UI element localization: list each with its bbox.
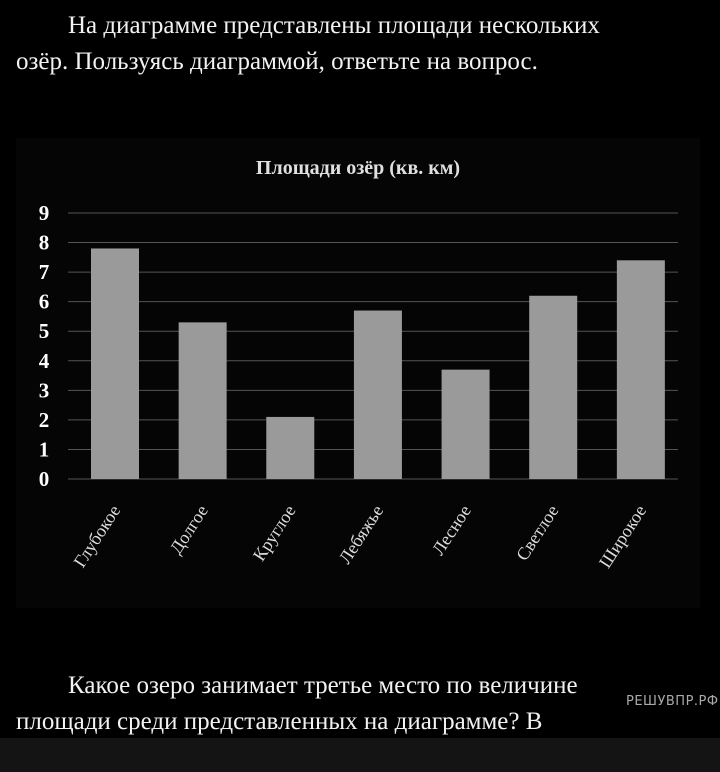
x-category-label: Глубокое: [69, 501, 125, 571]
x-category-label: Лесное: [428, 501, 475, 559]
chart-title: Площади озёр (кв. км): [255, 157, 461, 179]
x-category-label: Лебяжье: [334, 501, 388, 568]
watermark: РЕШУВПР.РФ: [626, 694, 719, 709]
x-category-label: Широкое: [594, 501, 651, 572]
intro-line-1: На диаграмме представлены площади нескольких: [68, 12, 600, 39]
bar-3: [266, 417, 314, 479]
bar-2: [179, 322, 227, 479]
x-category-label: Светлое: [512, 501, 563, 565]
lake-area-chart: [16, 138, 700, 608]
x-category-label: Долгое: [165, 501, 212, 558]
bar-6: [529, 296, 577, 479]
y-tick-label: 4: [38, 348, 50, 373]
intro-line-2: озёр. Пользуясь диаграммой, ответьте на вопрос.: [16, 48, 538, 75]
y-axis-ticks: [39, 201, 50, 491]
bar-1: [91, 248, 139, 479]
question-line-2: площади среди представленных на диаграмме? В: [16, 708, 543, 735]
y-tick-label: 9: [38, 201, 50, 225]
y-tick-label: 8: [38, 230, 50, 255]
y-tick-label: 5: [38, 319, 50, 344]
question-line-1: Какое озеро занимает третье место по величине: [68, 672, 578, 699]
bar-4: [354, 311, 402, 479]
intro-text: [16, 8, 706, 80]
bottom-strip: [0, 738, 720, 772]
question-text: [16, 668, 706, 740]
bars: [91, 248, 665, 479]
y-tick-label: 3: [38, 378, 50, 403]
x-axis-labels: [69, 501, 650, 571]
y-tick-label: 1: [38, 437, 50, 462]
x-category-label: Круглое: [248, 501, 300, 565]
y-tick-label: 7: [38, 260, 50, 285]
y-tick-label: 2: [38, 407, 50, 432]
y-tick-label: 6: [38, 289, 50, 314]
y-tick-label: 0: [38, 467, 50, 491]
bar-7: [617, 260, 665, 479]
bar-5: [442, 370, 490, 479]
